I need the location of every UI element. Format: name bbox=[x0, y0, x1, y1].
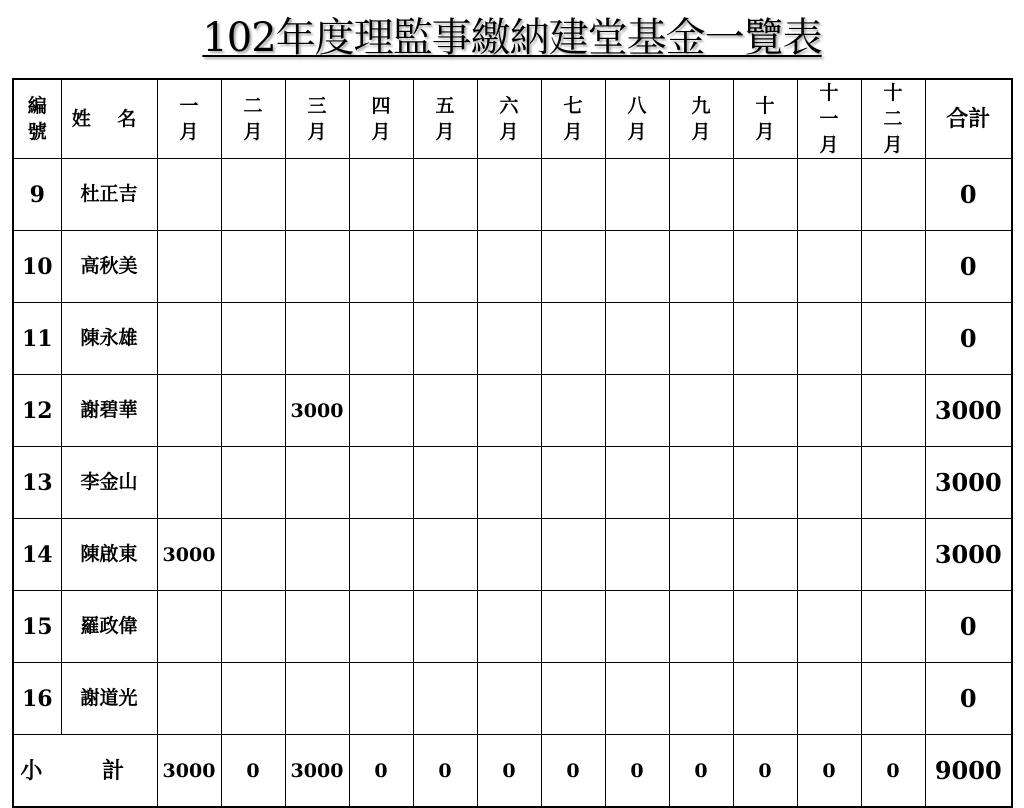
month-amount bbox=[861, 375, 925, 447]
subtotal-row bbox=[13, 735, 1012, 808]
month-amount bbox=[733, 231, 797, 303]
month-amount bbox=[157, 447, 221, 519]
month-amount bbox=[285, 663, 349, 735]
member-total: 3000 bbox=[925, 375, 1012, 447]
month-amount bbox=[349, 591, 413, 663]
month-amount bbox=[605, 663, 669, 735]
month-amount bbox=[733, 591, 797, 663]
table-row bbox=[13, 303, 1012, 375]
month-amount bbox=[285, 519, 349, 591]
table-header bbox=[13, 79, 1012, 159]
month-amount bbox=[861, 303, 925, 375]
member-name: 謝碧華 bbox=[61, 375, 157, 447]
month-amount bbox=[477, 447, 541, 519]
month-amount bbox=[157, 663, 221, 735]
subtotal-month: 0 bbox=[221, 735, 285, 808]
month-amount bbox=[605, 447, 669, 519]
header-number: 編 號 bbox=[13, 79, 61, 159]
table-row bbox=[13, 375, 1012, 447]
table-row bbox=[13, 447, 1012, 519]
month-amount bbox=[221, 447, 285, 519]
month-amount bbox=[477, 375, 541, 447]
month-amount bbox=[861, 447, 925, 519]
member-name: 李金山 bbox=[61, 447, 157, 519]
header-month: 十 一 月 bbox=[797, 79, 861, 159]
month-amount bbox=[157, 159, 221, 231]
header-row bbox=[13, 79, 1012, 159]
month-amount bbox=[605, 159, 669, 231]
header-month: 十 二 月 bbox=[861, 79, 925, 159]
member-total: 0 bbox=[925, 591, 1012, 663]
member-number: 14 bbox=[13, 519, 61, 591]
month-amount bbox=[669, 519, 733, 591]
month-amount bbox=[669, 663, 733, 735]
month-amount bbox=[221, 159, 285, 231]
fund-table bbox=[12, 78, 1013, 808]
subtotal-total: 9000 bbox=[925, 735, 1012, 808]
subtotal-month: 3000 bbox=[285, 735, 349, 808]
header-name: 姓 名 bbox=[61, 79, 157, 159]
table-row bbox=[13, 591, 1012, 663]
month-amount bbox=[605, 591, 669, 663]
header-month: 一 月 bbox=[157, 79, 221, 159]
month-amount bbox=[349, 303, 413, 375]
member-name: 陳永雄 bbox=[61, 303, 157, 375]
member-number: 13 bbox=[13, 447, 61, 519]
month-amount bbox=[221, 231, 285, 303]
table-row bbox=[13, 663, 1012, 735]
member-name: 陳啟東 bbox=[61, 519, 157, 591]
month-amount bbox=[413, 303, 477, 375]
month-amount bbox=[541, 231, 605, 303]
month-amount bbox=[669, 303, 733, 375]
month-amount bbox=[541, 663, 605, 735]
member-name: 謝道光 bbox=[61, 663, 157, 735]
month-amount bbox=[413, 591, 477, 663]
month-amount bbox=[413, 159, 477, 231]
month-amount bbox=[605, 375, 669, 447]
member-total: 0 bbox=[925, 231, 1012, 303]
month-amount bbox=[669, 447, 733, 519]
month-amount bbox=[221, 591, 285, 663]
member-number: 16 bbox=[13, 663, 61, 735]
month-amount bbox=[413, 447, 477, 519]
member-total: 0 bbox=[925, 663, 1012, 735]
month-amount bbox=[861, 231, 925, 303]
month-amount bbox=[669, 375, 733, 447]
month-amount bbox=[221, 519, 285, 591]
header-month: 五 月 bbox=[413, 79, 477, 159]
subtotal-month: 0 bbox=[413, 735, 477, 808]
table-body bbox=[13, 159, 1012, 808]
member-name: 羅政偉 bbox=[61, 591, 157, 663]
subtotal-month: 0 bbox=[861, 735, 925, 808]
month-amount bbox=[413, 519, 477, 591]
subtotal-month: 0 bbox=[605, 735, 669, 808]
month-amount bbox=[541, 375, 605, 447]
month-amount bbox=[797, 303, 861, 375]
subtotal-month: 3000 bbox=[157, 735, 221, 808]
subtotal-month: 0 bbox=[669, 735, 733, 808]
month-amount bbox=[733, 159, 797, 231]
header-month: 三 月 bbox=[285, 79, 349, 159]
month-amount bbox=[861, 663, 925, 735]
month-amount bbox=[861, 591, 925, 663]
month-amount bbox=[797, 231, 861, 303]
month-amount bbox=[733, 663, 797, 735]
member-total: 3000 bbox=[925, 519, 1012, 591]
table-row bbox=[13, 159, 1012, 231]
subtotal-month: 0 bbox=[733, 735, 797, 808]
month-amount bbox=[413, 375, 477, 447]
header-month: 九 月 bbox=[669, 79, 733, 159]
month-amount bbox=[413, 231, 477, 303]
month-amount bbox=[477, 231, 541, 303]
month-amount bbox=[541, 447, 605, 519]
month-amount bbox=[669, 591, 733, 663]
month-amount bbox=[349, 375, 413, 447]
month-amount bbox=[861, 159, 925, 231]
month-amount bbox=[477, 519, 541, 591]
month-amount bbox=[349, 663, 413, 735]
table-row bbox=[13, 519, 1012, 591]
month-amount bbox=[285, 591, 349, 663]
month-amount bbox=[605, 303, 669, 375]
month-amount bbox=[541, 159, 605, 231]
member-number: 10 bbox=[13, 231, 61, 303]
header-month: 四 月 bbox=[349, 79, 413, 159]
month-amount bbox=[349, 231, 413, 303]
month-amount bbox=[669, 231, 733, 303]
month-amount bbox=[797, 447, 861, 519]
month-amount bbox=[285, 231, 349, 303]
month-amount bbox=[221, 375, 285, 447]
month-amount bbox=[541, 519, 605, 591]
month-amount bbox=[285, 447, 349, 519]
month-amount bbox=[797, 375, 861, 447]
month-amount bbox=[541, 591, 605, 663]
member-number: 11 bbox=[13, 303, 61, 375]
subtotal-month: 0 bbox=[349, 735, 413, 808]
month-amount bbox=[797, 663, 861, 735]
month-amount bbox=[733, 447, 797, 519]
month-amount bbox=[477, 591, 541, 663]
month-amount bbox=[413, 663, 477, 735]
month-amount bbox=[349, 447, 413, 519]
header-total: 合計 bbox=[925, 79, 1012, 159]
member-number: 12 bbox=[13, 375, 61, 447]
table-row bbox=[13, 231, 1012, 303]
month-amount bbox=[221, 303, 285, 375]
month-amount: 3000 bbox=[285, 375, 349, 447]
member-name: 杜正吉 bbox=[61, 159, 157, 231]
member-total: 0 bbox=[925, 303, 1012, 375]
month-amount bbox=[477, 159, 541, 231]
month-amount: 3000 bbox=[157, 519, 221, 591]
header-month: 六 月 bbox=[477, 79, 541, 159]
month-amount bbox=[669, 159, 733, 231]
month-amount bbox=[157, 375, 221, 447]
month-amount bbox=[605, 231, 669, 303]
month-amount bbox=[797, 159, 861, 231]
subtotal-month: 0 bbox=[477, 735, 541, 808]
header-month: 七 月 bbox=[541, 79, 605, 159]
month-amount bbox=[349, 159, 413, 231]
subtotal-month: 0 bbox=[541, 735, 605, 808]
month-amount bbox=[349, 519, 413, 591]
month-amount bbox=[157, 591, 221, 663]
month-amount bbox=[477, 303, 541, 375]
member-number: 9 bbox=[13, 159, 61, 231]
member-name: 高秋美 bbox=[61, 231, 157, 303]
month-amount bbox=[733, 375, 797, 447]
member-total: 3000 bbox=[925, 447, 1012, 519]
month-amount bbox=[861, 519, 925, 591]
member-number: 15 bbox=[13, 591, 61, 663]
month-amount bbox=[285, 159, 349, 231]
header-month: 十 月 bbox=[733, 79, 797, 159]
header-month: 二 月 bbox=[221, 79, 285, 159]
month-amount bbox=[221, 663, 285, 735]
month-amount bbox=[797, 519, 861, 591]
month-amount bbox=[285, 303, 349, 375]
subtotal-label: 小 計 bbox=[13, 735, 157, 808]
header-month: 八 月 bbox=[605, 79, 669, 159]
month-amount bbox=[733, 519, 797, 591]
month-amount bbox=[605, 519, 669, 591]
subtotal-month: 0 bbox=[797, 735, 861, 808]
month-amount bbox=[157, 231, 221, 303]
page-title: 102年度理監事繳納建堂基金一覽表 bbox=[202, 15, 822, 61]
member-total: 0 bbox=[925, 159, 1012, 231]
month-amount bbox=[477, 663, 541, 735]
month-amount bbox=[157, 303, 221, 375]
month-amount bbox=[541, 303, 605, 375]
month-amount bbox=[797, 591, 861, 663]
month-amount bbox=[733, 303, 797, 375]
